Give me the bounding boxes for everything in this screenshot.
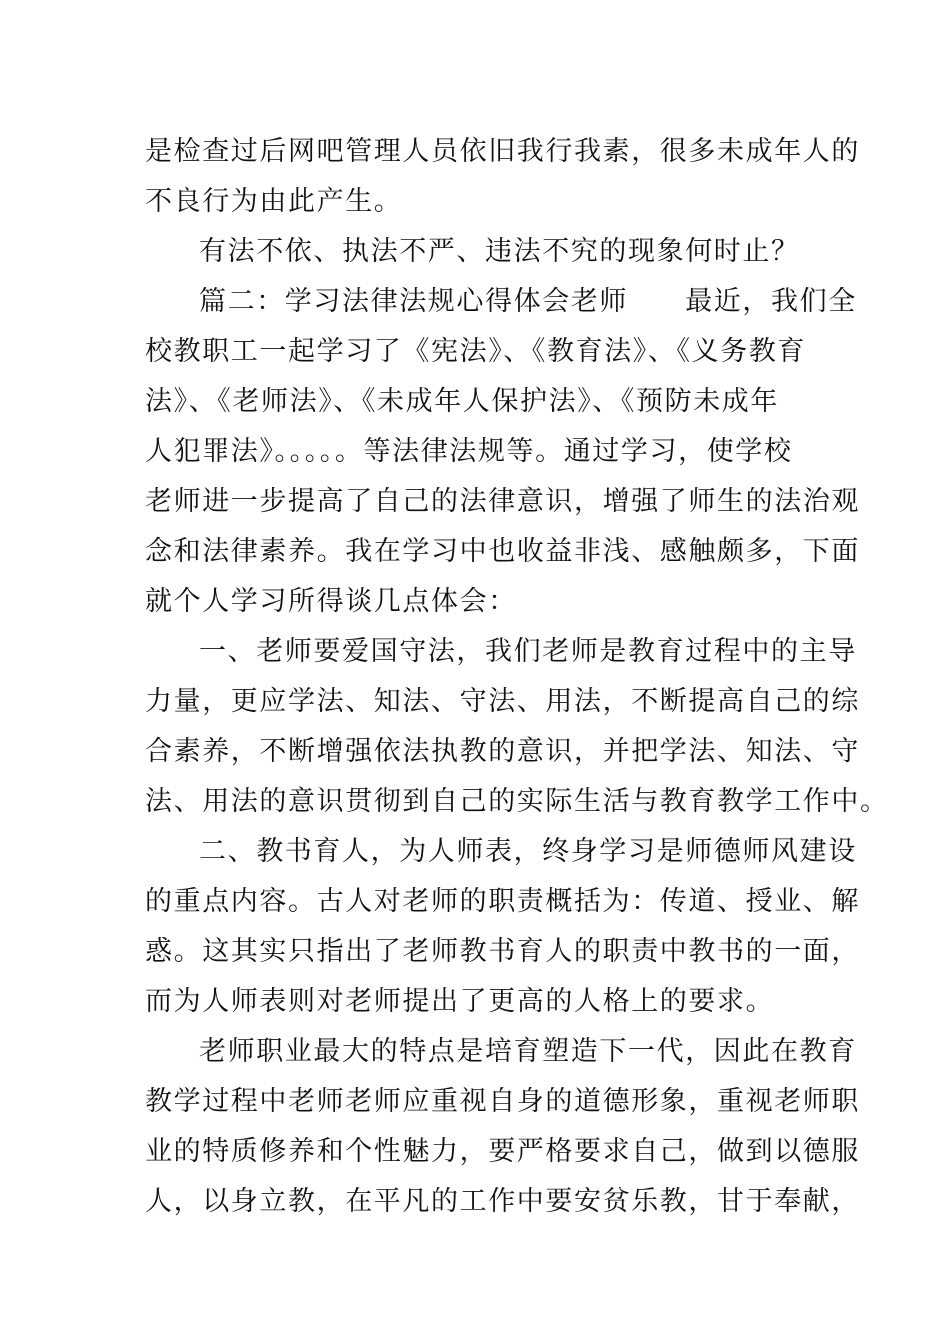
text-line: 有法不依、执法不严、违法不究的现象何时止？ xyxy=(199,236,800,267)
text-line: 是检查过后网吧管理人员依旧我行我素，很多未成年人的 xyxy=(145,136,860,167)
text-line: 惑。这其实只指出了老师教书育人的职责中教书的一面， xyxy=(145,936,860,967)
text-line: 二、教书育人，为人师表，终身学习是师德师风建设 xyxy=(199,836,857,867)
text-line: 教学过程中老师老师应重视自身的道德形象，重视老师职 xyxy=(145,1086,860,1117)
text-line: 篇二：学习法律法规心得体会老师 最近，我们全 xyxy=(199,286,857,317)
text-line: 不良行为由此产生。 xyxy=(145,186,403,217)
text-line: 人，以身立教，在平凡的工作中要安贫乐教，甘于奉献， xyxy=(145,1186,860,1217)
text-line: 校教职工一起学习了《宪法》、《教育法》、《义务教育 xyxy=(145,336,806,367)
text-line: 老师职业最大的特点是培育塑造下一代，因此在教育 xyxy=(199,1036,857,1067)
text-line: 法》、《老师法》、《未成年人保护法》、《预防未成年 xyxy=(145,386,779,417)
text-line: 的重点内容。古人对老师的职责概括为：传道、授业、解 xyxy=(145,886,860,917)
text-line: 法、用法的意识贯彻到自己的实际生活与教育教学工作中。 xyxy=(145,786,889,817)
text-line: 业的特质修养和个性魅力，要严格要求自己，做到以德服 xyxy=(145,1136,860,1167)
text-line: 力量，更应学法、知法、守法、用法，不断提高自己的综 xyxy=(145,686,860,717)
text-line: 而为人师表则对老师提出了更高的人格上的要求。 xyxy=(145,986,775,1017)
text-line: 念和法律素养。我在学习中也收益非浅、感触颇多，下面 xyxy=(145,536,860,567)
text-line: 就个人学习所得谈几点体会： xyxy=(145,586,517,617)
text-line: 人犯罪法》。。。。。等法律法规等。通过学习，使学校 xyxy=(145,436,793,467)
text-line: 老师进一步提高了自己的法律意识，增强了师生的法治观 xyxy=(145,486,860,517)
text-line: 合素养，不断增强依法执教的意识，并把学法、知法、守 xyxy=(145,736,860,767)
document-body xyxy=(145,127,889,1227)
text-line: 一、老师要爱国守法，我们老师是教育过程中的主导 xyxy=(199,636,857,667)
